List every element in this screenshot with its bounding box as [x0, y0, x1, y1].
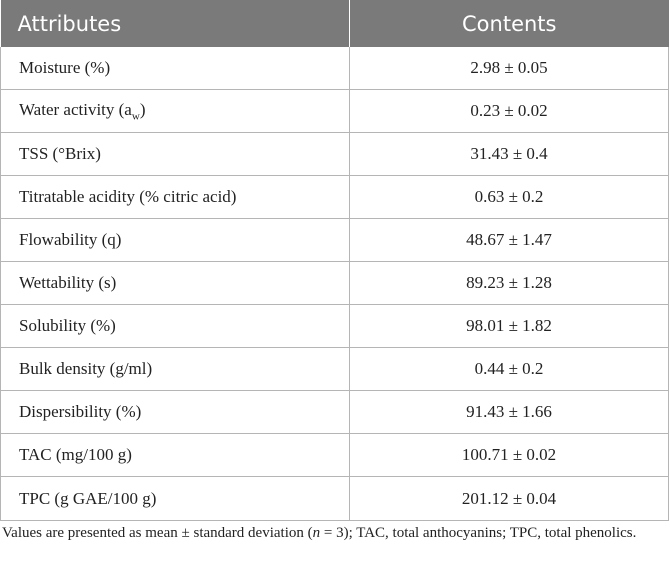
footnote-text-start: Values are presented as mean ± standard deviation (: [2, 525, 313, 541]
content-cell: 91.43 ± 1.66: [350, 391, 669, 434]
table-row: [1, 305, 669, 348]
table-footnote: [2, 522, 666, 544]
footnote-n-symbol: n: [312, 525, 321, 541]
table-row: [1, 262, 669, 305]
attribute-cell: Dispersibility (%): [1, 391, 350, 434]
attribute-text-end: ): [139, 99, 146, 119]
content-cell: 2.98 ± 0.05: [350, 47, 669, 90]
attribute-text: Water activity (a: [19, 99, 132, 119]
table-row: [1, 348, 669, 391]
header-contents: Contents: [350, 0, 669, 47]
attribute-cell: Wettability (s): [1, 262, 350, 305]
table-row: [1, 133, 669, 176]
table-row: [1, 391, 669, 434]
content-cell: 98.01 ± 1.82: [350, 305, 669, 348]
table-header-row: [1, 0, 669, 47]
attribute-cell: TSS (°Brix): [1, 133, 350, 176]
content-cell: 48.67 ± 1.47: [350, 219, 669, 262]
attribute-cell: Titratable acidity (% citric acid): [1, 176, 350, 219]
attribute-subscript: w: [131, 110, 140, 123]
attribute-cell: TAC (mg/100 g): [1, 434, 350, 477]
table-row: [1, 434, 669, 477]
attribute-cell: [1, 90, 350, 133]
attribute-cell: TPC (g GAE/100 g): [1, 477, 350, 521]
content-cell: 100.71 ± 0.02: [350, 434, 669, 477]
table-row: [1, 219, 669, 262]
table-row: [1, 176, 669, 219]
content-cell: 0.63 ± 0.2: [350, 176, 669, 219]
table-row: [1, 90, 669, 133]
content-cell: 201.12 ± 0.04: [350, 477, 669, 521]
table-row: [1, 477, 669, 521]
attribute-cell: Moisture (%): [1, 47, 350, 90]
content-cell: 0.23 ± 0.02: [350, 90, 669, 133]
content-cell: 31.43 ± 0.4: [350, 133, 669, 176]
attribute-cell: Bulk density (g/ml): [1, 348, 350, 391]
header-attributes: Attributes: [1, 0, 350, 47]
content-cell: 89.23 ± 1.28: [350, 262, 669, 305]
content-cell: 0.44 ± 0.2: [350, 348, 669, 391]
table-row: [1, 47, 669, 90]
attribute-cell: Flowability (q): [1, 219, 350, 262]
attribute-cell: Solubility (%): [1, 305, 350, 348]
footnote-text-end: = 3); TAC, total anthocyanins; TPC, total phenolics.: [320, 525, 637, 541]
